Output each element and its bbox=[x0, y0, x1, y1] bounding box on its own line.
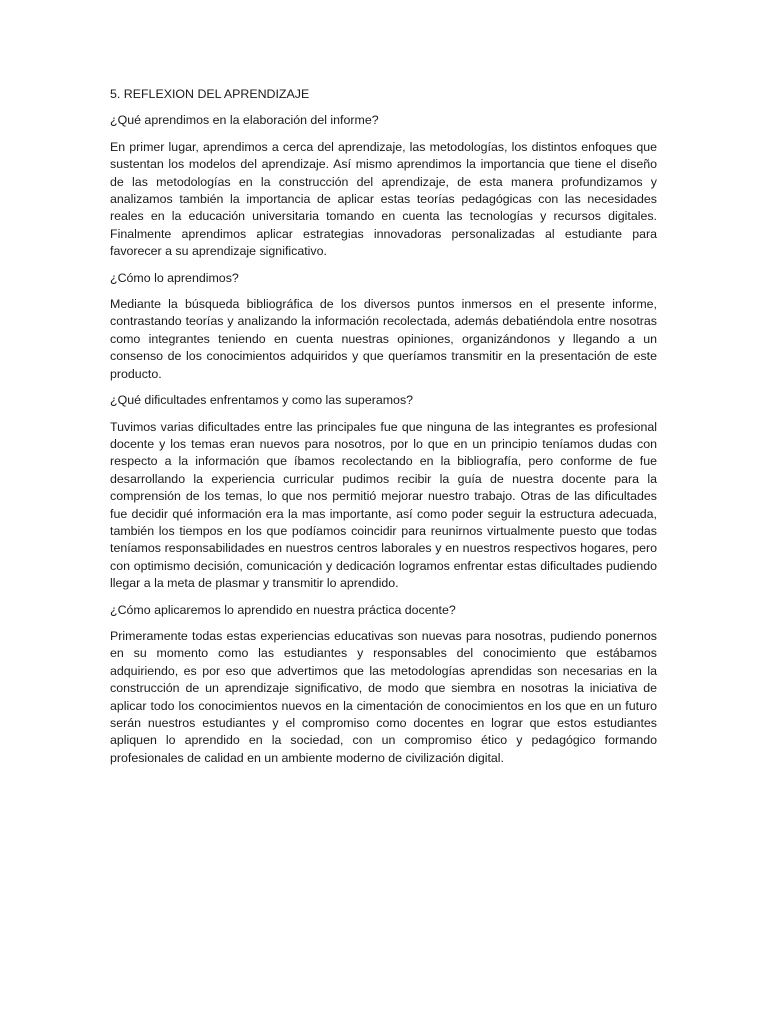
question-how-we-learned: ¿Cómo lo aprendimos? bbox=[110, 270, 239, 285]
question-difficulties: ¿Qué dificultades enfrentamos y como las superamos? bbox=[110, 393, 414, 408]
answer-how-we-learned: Mediante la búsqueda bibliográfica de los diversos puntos inmersos en el presente informe, contrastando teorías y analizando la información recolectada, además debatiéndola entre nosotras como integrantes teniendo en cuenta nuestras opiniones, organizándonos y llegando a un consenso de los conocimientos adquiridos y que queríamos transmitir en la presentación de este producto. bbox=[110, 297, 657, 381]
document-page bbox=[110, 86, 657, 776]
section-title: 5. REFLEXION DEL APRENDIZAJE bbox=[110, 87, 310, 101]
question-application: ¿Cómo aplicaremos lo aprendido en nuestra práctica docente? bbox=[110, 602, 456, 617]
answer-difficulties: Tuvimos varias dificultades entre las principales fue que ninguna de las integrantes es profesional docente y los temas eran nuevos para nosotros, por lo que en un principio teníamos dudas con respecto a la información que íbamos recolectando en la bibliografía, pero conforme de fue desarrollando la experiencia curricular pudimos recibir la guía de nuestra docente para la comprensión de los temas, lo que nos permitió mejorar nuestro trabajo. Otras de las dificultades fue decidir qué información era la mas importante, así como poder seguir la estructura adecuada, también los tiempos en los que podíamos coincidir para reunirnos virtualmente puesto que todas teníamos responsabilidades en nuestros centros laborales y en nuestros respectivos hogares, pero con optimismo decisión, comunicación y dedicación logramos enfrentar estas dificultades pudiendo llegar a la meta de plasmar y transmitir lo aprendido. bbox=[110, 419, 657, 591]
question-what-we-learned: ¿Qué aprendimos en la elaboración del informe? bbox=[110, 113, 379, 128]
answer-application: Primeramente todas estas experiencias educativas son nuevas para nosotras, pudiendo ponernos en su momento como las estudiantes y responsables del conocimiento que estábamos adquiriendo, es por eso que advertimos que las metodologías aprendidas son necesarias en la construcción de un aprendizaje significativo, de modo que siembra en nosotras la iniciativa de aplicar todo los conocimientos nuevos en la cimentación de conocimientos en los que en un futuro serán nuestros estudiantes y el compromiso como docentes en lograr que estos estudiantes apliquen lo aprendido en la sociedad, con un compromiso ético y pedagógico formando profesionales de calidad en un ambiente moderno de civilización digital. bbox=[110, 628, 657, 765]
answer-what-we-learned: En primer lugar, aprendimos a cerca del aprendizaje, las metodologías, los distintos enfoques que sustentan los modelos del aprendizaje. Así mismo aprendimos la importancia que tiene el diseño de las metodologías en la construcción del aprendizaje, de esta manera profundizamos y analizamos también la importancia de aplicar estas teorías pedagógicas con las necesidades reales en la educación universitaria tomando en cuenta las tecnologías y recursos digitales. Finalmente aprendimos aplicar estrategias innovadoras personalizadas al estudiante para favorecer a su aprendizaje significativo. bbox=[110, 139, 657, 259]
